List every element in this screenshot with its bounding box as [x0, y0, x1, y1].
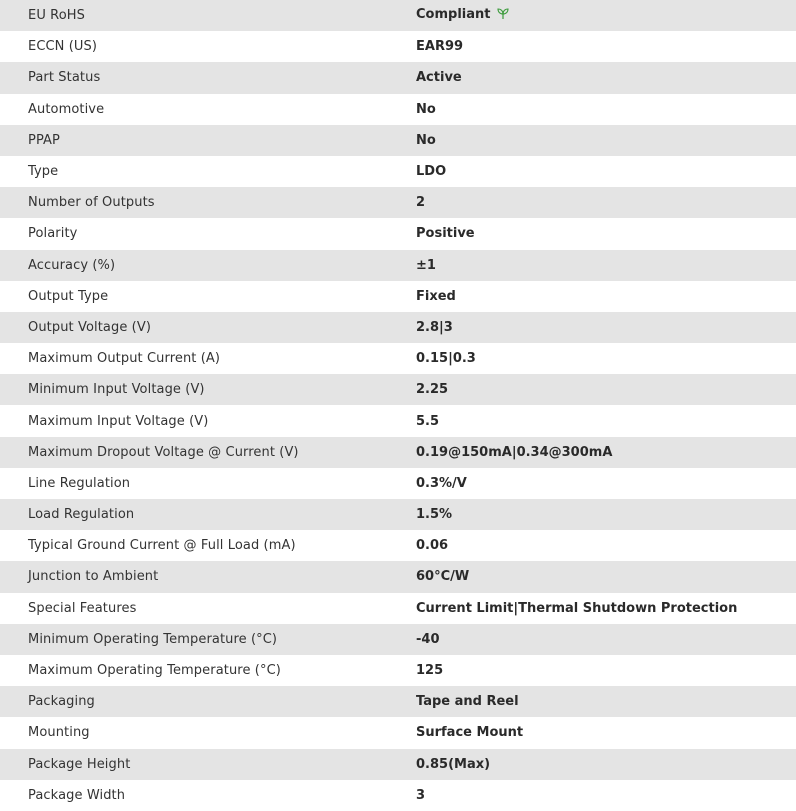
table-row: [0, 499, 796, 530]
table-row: [0, 343, 796, 374]
table-row: [0, 717, 796, 748]
table-row: [0, 780, 796, 811]
spec-value: EAR99: [416, 39, 464, 55]
spec-value: 1.5%: [416, 507, 453, 523]
table-row: [0, 624, 796, 655]
table-row: [0, 156, 796, 187]
table-row: [0, 94, 796, 125]
spec-label: Type: [28, 164, 59, 180]
spec-label: Typical Ground Current @ Full Load (mA): [28, 538, 296, 554]
table-row: [0, 530, 796, 561]
spec-value: Positive: [416, 226, 475, 242]
spec-label: Junction to Ambient: [28, 569, 159, 585]
spec-label: Output Type: [28, 288, 109, 304]
spec-value: ±1: [416, 257, 436, 273]
table-row: [0, 281, 796, 312]
table-row: [0, 468, 796, 499]
spec-value: 0.3%/V: [416, 475, 467, 491]
spec-label: Minimum Operating Temperature (°C): [28, 631, 278, 647]
leaf-icon: [496, 8, 510, 24]
spec-value: LDO: [416, 164, 447, 180]
spec-value: Tape and Reel: [416, 694, 519, 710]
spec-label: Maximum Input Voltage (V): [28, 413, 209, 429]
spec-value: No: [416, 132, 436, 148]
table-row: [0, 593, 796, 624]
spec-label: ECCN (US): [28, 39, 98, 55]
spec-label: Maximum Output Current (A): [28, 351, 221, 367]
spec-label: Load Regulation: [28, 507, 135, 523]
spec-label: EU RoHS: [28, 8, 85, 24]
spec-value: 0.06: [416, 538, 449, 554]
spec-value: 3: [416, 787, 426, 803]
spec-label: Maximum Dropout Voltage @ Current (V): [28, 444, 299, 460]
table-row: [0, 686, 796, 717]
spec-value: 5.5: [416, 413, 440, 429]
spec-label: Accuracy (%): [28, 257, 116, 273]
spec-value: [416, 0, 796, 31]
spec-label: Automotive: [28, 101, 105, 117]
spec-value: -40: [416, 631, 440, 647]
spec-value: 0.85(Max): [416, 756, 491, 772]
spec-label: Package Height: [28, 756, 131, 772]
spec-value: 2.25: [416, 382, 449, 398]
spec-label: Part Status: [28, 70, 101, 86]
spec-label: Packaging: [28, 694, 95, 710]
spec-value: 0.15|0.3: [416, 351, 476, 367]
table-row: [0, 125, 796, 156]
spec-label: Mounting: [28, 725, 90, 741]
spec-label: Minimum Input Voltage (V): [28, 382, 205, 398]
table-row: [0, 437, 796, 468]
table-row: [0, 655, 796, 686]
spec-value: Fixed: [416, 288, 456, 304]
spec-value: 0.19@150mA|0.34@300mA: [416, 444, 613, 460]
table-row: [0, 187, 796, 218]
spec-value-text: Compliant: [416, 7, 491, 23]
table-row: [0, 0, 796, 31]
spec-value: 2: [416, 195, 426, 211]
spec-label: Output Voltage (V): [28, 319, 152, 335]
table-row: [0, 62, 796, 93]
spec-label: Polarity: [28, 226, 78, 242]
table-row: [0, 374, 796, 405]
spec-value: Current Limit|Thermal Shutdown Protection: [416, 600, 738, 616]
table-row: [0, 561, 796, 592]
table-row: [0, 749, 796, 780]
table-row: [0, 405, 796, 436]
spec-value: Surface Mount: [416, 725, 524, 741]
spec-label: Line Regulation: [28, 475, 131, 491]
spec-label: PPAP: [28, 132, 60, 148]
spec-value: Active: [416, 70, 462, 86]
spec-value: 60°C/W: [416, 569, 470, 585]
table-row: [0, 218, 796, 249]
table-row: [0, 312, 796, 343]
spec-label: Package Width: [28, 787, 126, 803]
spec-label: Maximum Operating Temperature (°C): [28, 663, 281, 679]
spec-value: 125: [416, 663, 444, 679]
spec-label: Number of Outputs: [28, 195, 155, 211]
table-row: [0, 250, 796, 281]
table-row: [0, 31, 796, 62]
spec-label: Special Features: [28, 600, 137, 616]
spec-value: No: [416, 101, 436, 117]
spec-value: 2.8|3: [416, 319, 453, 335]
